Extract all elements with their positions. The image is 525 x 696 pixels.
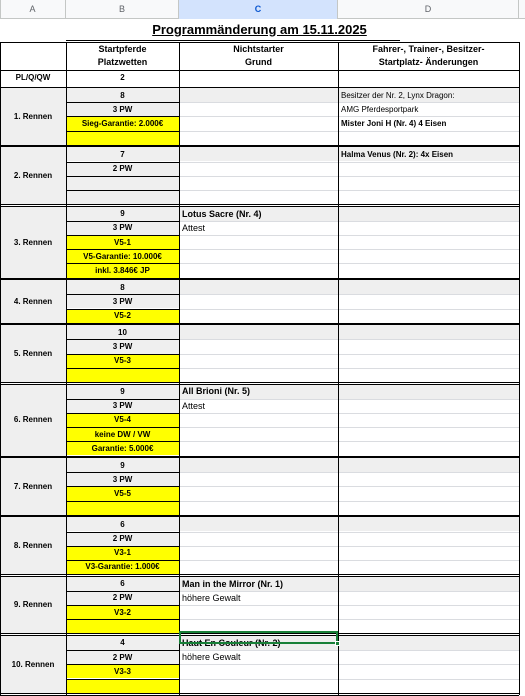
race-10-name[interactable]: 10. Rennen bbox=[11, 659, 55, 669]
column-header-c[interactable]: C bbox=[179, 0, 338, 19]
sheet-title[interactable]: Programmänderung am 15.11.2025 bbox=[152, 21, 367, 37]
border-line bbox=[0, 693, 519, 694]
column-header-d[interactable]: D bbox=[338, 0, 519, 19]
grid-line bbox=[179, 486, 519, 487]
border-line bbox=[66, 650, 179, 651]
race-9-startpferde-0[interactable]: 6 bbox=[120, 579, 125, 589]
grey-fill bbox=[179, 280, 338, 294]
race-9-startpferde-1[interactable]: 2 PW bbox=[112, 593, 133, 603]
race-1-startpferde-2[interactable]: Sieg-Garantie: 2.000€ bbox=[81, 118, 164, 128]
border-line bbox=[66, 309, 179, 310]
grid-line bbox=[179, 354, 519, 355]
race-7-startpferde-2[interactable]: V5-5 bbox=[114, 488, 131, 498]
race-10-startpferde-1[interactable]: 2 PW bbox=[112, 652, 133, 662]
border-line bbox=[66, 263, 179, 264]
race-3-startpferde-4[interactable]: inkl. 3.846€ JP bbox=[95, 265, 150, 275]
race-2-startpferde-3[interactable] bbox=[66, 190, 179, 204]
grid-line bbox=[179, 650, 519, 651]
border-line bbox=[66, 532, 179, 533]
border-line bbox=[66, 294, 179, 295]
border-line bbox=[66, 131, 179, 132]
race-6-startpferde-2[interactable]: V5-4 bbox=[114, 415, 131, 425]
border-line bbox=[66, 249, 179, 250]
race-3-startpferde-3[interactable]: V5-Garantie: 10.000€ bbox=[83, 251, 162, 261]
border-line bbox=[66, 42, 67, 695]
grey-fill bbox=[338, 577, 519, 591]
grid-line bbox=[179, 102, 519, 103]
grey-fill bbox=[338, 280, 519, 294]
border-line bbox=[66, 339, 179, 340]
race-9-name[interactable]: 9. Rennen bbox=[13, 600, 53, 610]
border-line bbox=[66, 472, 179, 473]
border-line bbox=[179, 42, 180, 695]
race-10-startpferde-2[interactable]: V3-3 bbox=[114, 666, 131, 676]
border-line bbox=[66, 546, 179, 547]
race-2-startpferde-0[interactable]: 7 bbox=[120, 149, 125, 159]
border-line bbox=[66, 501, 179, 502]
race-4-startpferde-0[interactable]: 8 bbox=[120, 282, 125, 292]
grid-line bbox=[179, 235, 519, 236]
race-6-startpferde-4[interactable]: Garantie: 5.000€ bbox=[91, 443, 154, 453]
border-line bbox=[66, 560, 179, 561]
grid-line bbox=[179, 309, 519, 310]
race-7-startpferde-0[interactable]: 9 bbox=[120, 460, 125, 470]
grey-fill bbox=[338, 636, 519, 650]
column-header-b[interactable]: B bbox=[66, 0, 179, 19]
border-line bbox=[66, 413, 179, 414]
header-nichtstarter[interactable]: Nichtstarter bbox=[233, 44, 284, 55]
grey-fill bbox=[338, 207, 519, 221]
header-fahrer[interactable]: Fahrer-, Trainer-, Besitzer- bbox=[372, 44, 485, 55]
race-7-startpferde-1[interactable]: 3 PW bbox=[112, 474, 133, 484]
grid-line bbox=[179, 532, 519, 533]
grid-line bbox=[179, 605, 519, 606]
grid-line bbox=[179, 546, 519, 547]
race-5-startpferde-0[interactable]: 10 bbox=[118, 327, 127, 337]
race-1-aenderung-1[interactable]: AMG Pferdesportpark bbox=[341, 104, 419, 114]
border-line bbox=[66, 176, 179, 177]
race-6-name[interactable]: 6. Rennen bbox=[13, 415, 53, 425]
race-3-startpferde-1[interactable]: 3 PW bbox=[112, 223, 133, 233]
border-line bbox=[0, 42, 1, 695]
border-line bbox=[338, 42, 339, 695]
border-line bbox=[519, 42, 520, 695]
border-line bbox=[66, 190, 179, 191]
grid-line bbox=[179, 441, 519, 442]
border-line bbox=[66, 664, 179, 665]
grey-fill bbox=[338, 325, 519, 339]
race-9-startpferde-2[interactable]: V3-2 bbox=[114, 607, 131, 617]
grey-fill bbox=[179, 325, 338, 339]
race-10-nichtstarter-0[interactable]: Haut En Couleur (Nr. 2) bbox=[182, 637, 281, 648]
column-header-a[interactable]: A bbox=[0, 0, 66, 19]
grid-line bbox=[179, 162, 519, 163]
border-line bbox=[66, 591, 179, 592]
grid-line bbox=[179, 176, 519, 177]
race-3-name[interactable]: 3. Rennen bbox=[13, 237, 53, 247]
border-line bbox=[66, 116, 179, 117]
border-line bbox=[66, 102, 179, 103]
race-7-startpferde-3[interactable] bbox=[66, 501, 179, 515]
grid-line bbox=[179, 472, 519, 473]
border-line bbox=[66, 399, 179, 400]
grid-line bbox=[179, 294, 519, 295]
grey-fill bbox=[179, 147, 338, 161]
grid-line bbox=[179, 221, 519, 222]
race-5-name[interactable]: 5. Rennen bbox=[13, 348, 53, 358]
grid-line bbox=[179, 501, 519, 502]
race-1-startpferde-3[interactable] bbox=[66, 131, 179, 145]
grid-line bbox=[179, 560, 519, 561]
grid-line bbox=[179, 619, 519, 620]
race-6-startpferde-0[interactable]: 9 bbox=[120, 387, 125, 396]
grey-fill bbox=[338, 385, 519, 399]
race-1-name[interactable]: 1. Rennen bbox=[13, 111, 53, 121]
border-line bbox=[66, 679, 179, 680]
race-4-name[interactable]: 4. Rennen bbox=[13, 296, 53, 306]
race-8-startpferde-3[interactable]: V3-Garantie: 1.000€ bbox=[85, 562, 160, 572]
grid-line bbox=[179, 427, 519, 428]
border-line bbox=[66, 619, 179, 620]
race-9-nichtstarter-0[interactable]: Man in the Mirror (Nr. 1) bbox=[182, 578, 284, 589]
selected-cell-C[interactable] bbox=[179, 631, 338, 644]
race-6-nichtstarter-1[interactable]: Attest bbox=[182, 400, 206, 411]
race-2-name[interactable]: 2. Rennen bbox=[13, 171, 53, 181]
plqqw-value[interactable]: 2 bbox=[120, 73, 125, 83]
race-10-nichtstarter-1[interactable]: höhere Gewalt bbox=[182, 652, 241, 663]
grid-line bbox=[179, 399, 519, 400]
race-1-startpferde-0[interactable]: 8 bbox=[120, 90, 125, 100]
race-3-startpferde-2[interactable]: V5-1 bbox=[114, 237, 131, 247]
grey-fill bbox=[179, 88, 338, 102]
fill-handle[interactable] bbox=[335, 641, 340, 646]
header-grund[interactable]: Grund bbox=[245, 57, 272, 68]
grid-line bbox=[179, 679, 519, 680]
grid-line bbox=[179, 591, 519, 592]
race-8-startpferde-2[interactable]: V3-1 bbox=[114, 548, 131, 558]
race-10-startpferde-0[interactable]: 4 bbox=[120, 638, 125, 648]
race-4-startpferde-2[interactable]: V5-2 bbox=[114, 311, 131, 320]
border-line bbox=[66, 235, 179, 236]
race-8-name[interactable]: 8. Rennen bbox=[13, 541, 53, 551]
race-5-startpferde-3[interactable] bbox=[66, 368, 179, 382]
race-2-startpferde-2[interactable] bbox=[66, 176, 179, 190]
grid-line bbox=[179, 116, 519, 117]
grey-fill bbox=[179, 458, 338, 472]
header-startplatz[interactable]: Startplatz- Änderungen bbox=[378, 57, 479, 68]
grid-line bbox=[179, 368, 519, 369]
race-1-aenderung-0[interactable]: Besitzer der Nr. 2, Lynx Dragon: bbox=[341, 90, 455, 100]
column-header-row bbox=[0, 0, 525, 19]
border-line bbox=[66, 221, 179, 222]
race-4-startpferde-1[interactable]: 3 PW bbox=[112, 296, 133, 306]
race-3-nichtstarter-0[interactable]: Lotus Sacre (Nr. 4) bbox=[182, 208, 262, 219]
border-line bbox=[66, 486, 179, 487]
race-6-nichtstarter-0[interactable]: All Brioni (Nr. 5) bbox=[182, 386, 251, 397]
grid-line bbox=[179, 263, 519, 264]
race-8-startpferde-0[interactable]: 6 bbox=[120, 519, 125, 529]
race-3-startpferde-0[interactable]: 9 bbox=[120, 209, 125, 219]
race-5-startpferde-2[interactable]: V5-3 bbox=[114, 356, 131, 366]
race-6-startpferde-1[interactable]: 3 PW bbox=[112, 401, 133, 411]
header-startpferde[interactable]: Startpferde bbox=[98, 44, 147, 55]
race-9-startpferde-3[interactable] bbox=[66, 619, 179, 633]
grey-fill bbox=[338, 517, 519, 531]
border-line bbox=[66, 162, 179, 163]
border-line bbox=[66, 368, 179, 369]
grid-line bbox=[179, 190, 519, 191]
race-1-startpferde-1[interactable]: 3 PW bbox=[112, 104, 133, 114]
header-platzwetten[interactable]: Platzwetten bbox=[97, 57, 148, 68]
race-6-startpferde-3[interactable]: keine DW / VW bbox=[94, 429, 151, 439]
grid-line bbox=[179, 664, 519, 665]
race-7-name[interactable]: 7. Rennen bbox=[13, 481, 53, 491]
race-10-startpferde-3[interactable] bbox=[66, 679, 179, 693]
race-3-nichtstarter-1[interactable]: Attest bbox=[182, 222, 206, 233]
race-2-startpferde-1[interactable]: 2 PW bbox=[112, 164, 133, 173]
border-line bbox=[66, 441, 179, 442]
grid-line bbox=[179, 339, 519, 340]
race-2-aenderung-0[interactable]: Halma Venus (Nr. 2): 4x Eisen bbox=[341, 149, 454, 159]
race-8-startpferde-1[interactable]: 2 PW bbox=[112, 534, 133, 543]
race-1-aenderung-2[interactable]: Mister Joni H (Nr. 4) 4 Eisen bbox=[341, 118, 447, 128]
grid-line bbox=[179, 131, 519, 132]
race-9-nichtstarter-1[interactable]: höhere Gewalt bbox=[182, 592, 241, 603]
grey-fill bbox=[179, 517, 338, 531]
grid-line bbox=[179, 413, 519, 414]
grid-line bbox=[179, 249, 519, 250]
border-line bbox=[66, 605, 179, 606]
grey-fill bbox=[338, 458, 519, 472]
border-line bbox=[66, 40, 400, 41]
plqqw-label[interactable]: PL/Q/QW bbox=[15, 73, 51, 83]
border-line bbox=[66, 354, 179, 355]
race-5-startpferde-1[interactable]: 3 PW bbox=[112, 341, 133, 351]
border-line bbox=[66, 427, 179, 428]
